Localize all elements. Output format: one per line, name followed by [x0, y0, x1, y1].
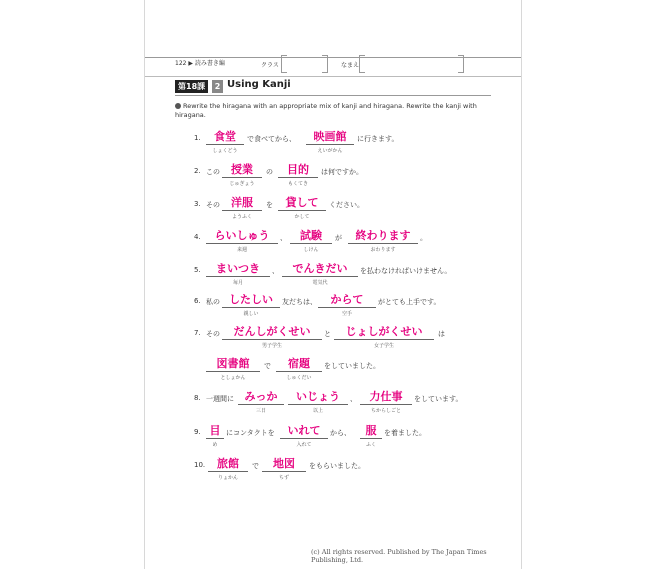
question-number: 7. [194, 329, 201, 337]
answer-field[interactable]: 終わります [348, 229, 418, 244]
reading: かして [294, 214, 310, 220]
reading: しゅくだい [286, 375, 312, 381]
reading: もくてき [287, 181, 308, 187]
answer-field[interactable]: いじょう [288, 390, 348, 405]
reading: ちず [278, 475, 289, 481]
reading: め [212, 442, 218, 448]
answer-field[interactable]: からて [318, 293, 376, 308]
answer-field[interactable]: 映画館 [306, 130, 354, 145]
sentence-text: にコンタクトを [226, 429, 275, 437]
question-6 [194, 293, 494, 321]
answer-field[interactable]: 食堂 [206, 130, 244, 145]
instruction-text: Rewrite the hiragana with an appropriate mix of kanji and hiragana. Rewrite the kanji with hiragana. [175, 102, 477, 119]
reading: 空手 [341, 311, 352, 317]
sentence-text: ください。 [329, 201, 364, 209]
answer-field[interactable]: みっか [238, 390, 284, 405]
class-label: クラス [261, 62, 279, 69]
sentence-text: その [206, 330, 220, 338]
reading: りょかん [217, 475, 238, 481]
reading: としょかん [220, 375, 246, 381]
worksheet-page [144, 0, 522, 569]
reading: 親しい [243, 311, 259, 317]
sentence-text: 。 [420, 234, 427, 242]
reading: 以上 [312, 408, 323, 414]
sentence-text: は [438, 330, 445, 338]
answer-field[interactable]: 試験 [290, 229, 332, 244]
sentence-text: を着ました。 [384, 429, 426, 437]
section-number: 2 [212, 80, 223, 93]
question-7-continued [194, 357, 494, 385]
question-2 [194, 163, 494, 191]
answer-field[interactable]: らいしゅう [206, 229, 278, 244]
sentence-text: を払わなければいけません。 [360, 267, 452, 275]
sentence-text: で食べてから、 [247, 135, 296, 143]
question-1 [194, 130, 494, 158]
sentence-text: と [324, 330, 331, 338]
reading: 三日 [255, 408, 266, 414]
reading: ちからしごと [370, 408, 401, 414]
answer-field[interactable]: 授業 [222, 163, 262, 178]
answer-field[interactable]: 貸して [278, 196, 326, 211]
question-number: 3. [194, 200, 201, 208]
answer-field[interactable]: まいつき [206, 262, 270, 277]
question-number: 10. [194, 461, 206, 469]
reading: じゅぎょう [229, 181, 255, 187]
section-title: Using Kanji [227, 79, 291, 90]
class-bracket-right [322, 55, 328, 73]
question-number: 1. [194, 134, 201, 142]
reading: おわります [370, 247, 396, 253]
copyright-footer: (c) All rights reserved. Published by The Japan Times Publishing, Ltd. [311, 548, 487, 564]
question-7 [194, 325, 494, 353]
answer-field[interactable]: 目的 [278, 163, 318, 178]
question-number: 8. [194, 394, 201, 402]
question-number: 5. [194, 266, 201, 274]
question-10 [194, 457, 494, 485]
sentence-text: をもらいました。 [309, 462, 365, 470]
header-divider [145, 76, 521, 77]
sentence-text: が [335, 234, 342, 242]
page-reference: 122 ▶ 読み書き編 [175, 60, 225, 67]
question-4 [194, 229, 494, 257]
sentence-text: をしています。 [414, 395, 463, 403]
reading: 毎月 [232, 280, 243, 286]
question-9 [194, 424, 494, 452]
name-label: なまえ [341, 62, 360, 69]
reading: 入れて [296, 442, 312, 448]
answer-field[interactable]: 力仕事 [360, 390, 412, 405]
answer-field[interactable]: だんしがくせい [222, 325, 322, 340]
sentence-text: で [252, 462, 259, 470]
answer-field[interactable]: 図書館 [206, 357, 260, 372]
answer-field[interactable]: 宿題 [276, 357, 322, 372]
sentence-text: 一週間に [206, 395, 234, 403]
sentence-text: 、 [350, 395, 357, 403]
lesson-badge: 第18課 [175, 80, 208, 93]
answer-field[interactable]: 地図 [262, 457, 306, 472]
reading: ようふく [231, 214, 252, 220]
answer-field[interactable]: いれて [280, 424, 328, 439]
sentence-text: この [206, 168, 220, 176]
answer-field[interactable]: したしい [222, 293, 280, 308]
reading: 電気代 [312, 280, 328, 286]
reading: 女子学生 [373, 343, 394, 349]
reading: しょくどう [212, 148, 238, 154]
reading: ふく [365, 442, 376, 448]
section-rule [175, 95, 491, 96]
question-number: 4. [194, 233, 201, 241]
answer-field[interactable]: 目 [206, 424, 224, 439]
question-number: 9. [194, 428, 201, 436]
sentence-text: 、 [280, 234, 287, 242]
answer-field[interactable]: じょしがくせい [334, 325, 434, 340]
reading: しけん [303, 247, 319, 253]
answer-field[interactable]: 旅館 [208, 457, 248, 472]
answer-field[interactable]: 服 [360, 424, 382, 439]
question-8 [194, 390, 494, 418]
reading: 来週 [236, 247, 247, 253]
sentence-text: の [266, 168, 273, 176]
question-3 [194, 196, 494, 224]
reading: えいがかん [317, 148, 343, 154]
sentence-text: をしていました。 [324, 362, 380, 370]
sentence-text: に行きます。 [357, 135, 399, 143]
class-bracket-left [281, 55, 287, 73]
sentence-text: から、 [330, 429, 351, 437]
instruction [175, 102, 487, 120]
answer-field[interactable]: でんきだい [282, 262, 358, 277]
sentence-text: 、 [272, 267, 279, 275]
reading: 男子学生 [261, 343, 282, 349]
bullet-icon [175, 103, 181, 109]
sentence-text: 友だちは、 [282, 298, 317, 306]
sentence-text: がとても上手です。 [378, 298, 441, 306]
sentence-text: は何ですか。 [321, 168, 363, 176]
sentence-text: その [206, 201, 220, 209]
question-number: 2. [194, 167, 201, 175]
name-bracket-right [458, 55, 464, 73]
sentence-text: 私の [206, 298, 220, 306]
name-bracket-left [359, 55, 365, 73]
answer-field[interactable]: 洋服 [222, 196, 262, 211]
sentence-text: を [266, 201, 273, 209]
question-5 [194, 262, 494, 290]
question-number: 6. [194, 297, 201, 305]
sentence-text: で [264, 362, 271, 370]
